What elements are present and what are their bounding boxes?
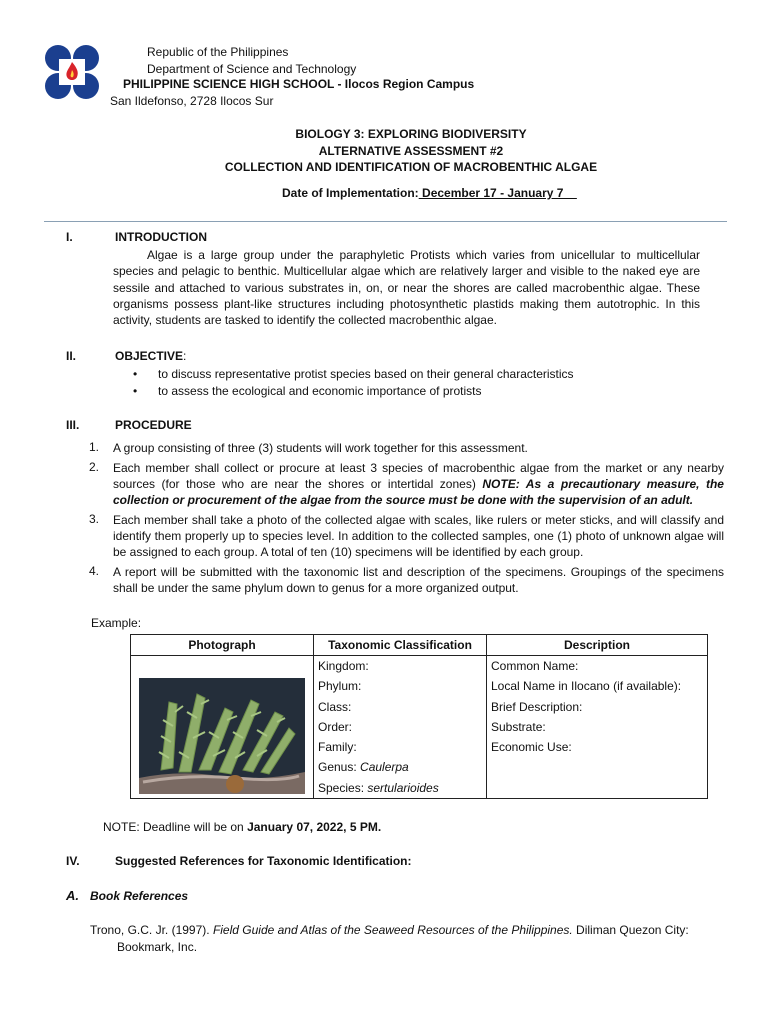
course-title: BIOLOGY 3: EXPLORING BIODIVERSITY bbox=[295, 127, 527, 141]
tax-phylum: Phylum: bbox=[318, 679, 362, 694]
section-title-references: Suggested References for Taxonomic Identification: bbox=[115, 854, 412, 868]
header-department: Department of Science and Technology bbox=[147, 62, 357, 76]
col-photograph: Photograph bbox=[131, 635, 314, 656]
example-table bbox=[130, 634, 708, 799]
tax-genus bbox=[314, 757, 486, 777]
taxonomy-cell bbox=[314, 656, 487, 799]
bullet-dot: • bbox=[133, 367, 138, 381]
objective-title-text: OBJECTIVE bbox=[115, 349, 184, 363]
section-title-procedure: PROCEDURE bbox=[115, 418, 192, 432]
tax-kingdom: Kingdom: bbox=[318, 659, 369, 673]
step-2-note: NOTE: As a precautionary measure, the collection or procurement of the algae from the source must be done with the supervision of an adult. bbox=[113, 477, 724, 507]
genus-label: Genus: bbox=[318, 760, 361, 775]
tax-order: Order: bbox=[318, 719, 353, 734]
intro-paragraph: Algae is a large group under the paraphyletic Protists which varies from unicellular to multicellular species and pelagic to benthic. Multicellular algae which are relatively larger and visible to the naked eye are sessile and attached to various substrates in, on, or near the shores are called macrobenthic algae. These organisms possess plant-like structures including photosynthetic plastids making them autotrophic. In this activity, students are tasked to identify the collected macrobenthic algae. bbox=[113, 248, 700, 328]
objective-bullet-1: to discuss representative protist species based on their general characteristics bbox=[158, 367, 574, 381]
step-number: 3. bbox=[89, 512, 100, 526]
header-school: PHILIPPINE SCIENCE HIGH SCHOOL - Ilocos Region Campus bbox=[123, 77, 475, 91]
procedure-step-2 bbox=[113, 460, 724, 508]
desc-common-name: Common Name: bbox=[491, 659, 579, 673]
procedure-step-1: A group consisting of three (3) students will work together for this assessment. bbox=[113, 441, 528, 455]
pshs-logo-icon bbox=[44, 44, 100, 100]
section-num-objective: II. bbox=[66, 349, 77, 363]
header-divider bbox=[44, 221, 727, 222]
desc-economic-use: Economic Use: bbox=[491, 740, 572, 755]
ref-title: Field Guide and Atlas of the Seaweed Resources of the Philippines. bbox=[212, 923, 573, 937]
tax-family: Family: bbox=[318, 740, 357, 755]
reference-trono bbox=[90, 922, 718, 956]
activity-title: COLLECTION AND IDENTIFICATION OF MACROBENTHIC ALGAE bbox=[224, 160, 598, 174]
tax-class: Class: bbox=[318, 699, 352, 714]
implementation-date bbox=[282, 186, 577, 200]
procedure-step-3: Each member shall take a photo of the collected algae with scales, like rulers or meter sticks, and will classify and identify them properly up to species level. In addition to the collected samples, one (1) photo of unknown algae will be assigned to each group. A total of ten (10) specimens will be identified by each group. bbox=[113, 513, 724, 559]
bullet-dot: • bbox=[133, 384, 138, 398]
col-taxonomy: Taxonomic Classification bbox=[314, 635, 487, 656]
date-label: Date of Implementation: bbox=[282, 186, 419, 200]
section-num-references: IV. bbox=[66, 854, 80, 868]
genus-value: Caulerpa bbox=[360, 760, 409, 775]
section-num-intro: I. bbox=[66, 230, 73, 244]
step-number: 4. bbox=[89, 564, 100, 578]
desc-local-name: Local Name in Ilocano (if available): bbox=[491, 679, 682, 694]
deadline-note bbox=[103, 820, 381, 834]
header-address: San Ildefonso, 2728 Ilocos Sur bbox=[110, 94, 274, 108]
ref-author: Trono, G.C. Jr. (1997). bbox=[90, 923, 213, 937]
deadline-prefix: NOTE: Deadline will be on bbox=[103, 820, 248, 834]
book-references-title: Book References bbox=[90, 889, 189, 903]
species-value: sertularioides bbox=[367, 780, 439, 795]
sub-letter: A. bbox=[66, 888, 79, 903]
section-num-procedure: III. bbox=[66, 418, 80, 432]
step-2-text: Each member shall collect or procure at least 3 species of macrobenthic algae from the market or any nearby sources (for those who are near the shores or intertidal zones) bbox=[113, 461, 724, 491]
species-label: Species: bbox=[318, 780, 368, 795]
header-republic: Republic of the Philippines bbox=[147, 45, 289, 59]
col-description: Description bbox=[487, 635, 708, 656]
example-label: Example: bbox=[91, 616, 142, 630]
assessment-title: ALTERNATIVE ASSESSMENT #2 bbox=[318, 144, 504, 158]
step-number: 2. bbox=[89, 460, 100, 474]
tax-species bbox=[314, 778, 486, 798]
description-cell bbox=[487, 656, 708, 799]
desc-substrate: Substrate: bbox=[491, 719, 546, 734]
desc-brief: Brief Description: bbox=[491, 699, 583, 714]
ref-publisher: Diliman Quezon City: Bookmark, Inc. bbox=[117, 923, 689, 954]
objective-bullet-2: to assess the ecological and economic importance of protists bbox=[158, 384, 482, 398]
caulerpa-photo bbox=[139, 678, 305, 794]
step-number: 1. bbox=[89, 440, 100, 454]
date-value: December 17 - January 7__ bbox=[418, 186, 577, 200]
procedure-step-4: A report will be submitted with the taxonomic list and description of the specimens. Groupings of the specimens shall be under the same phylum down to genus for a more organized output. bbox=[113, 565, 724, 595]
photo-cell bbox=[131, 656, 314, 799]
section-title-intro: INTRODUCTION bbox=[115, 230, 207, 244]
objective-colon: : bbox=[183, 349, 187, 363]
section-title-objective bbox=[115, 349, 186, 363]
deadline-date: January 07, 2022, 5 PM. bbox=[247, 820, 382, 834]
